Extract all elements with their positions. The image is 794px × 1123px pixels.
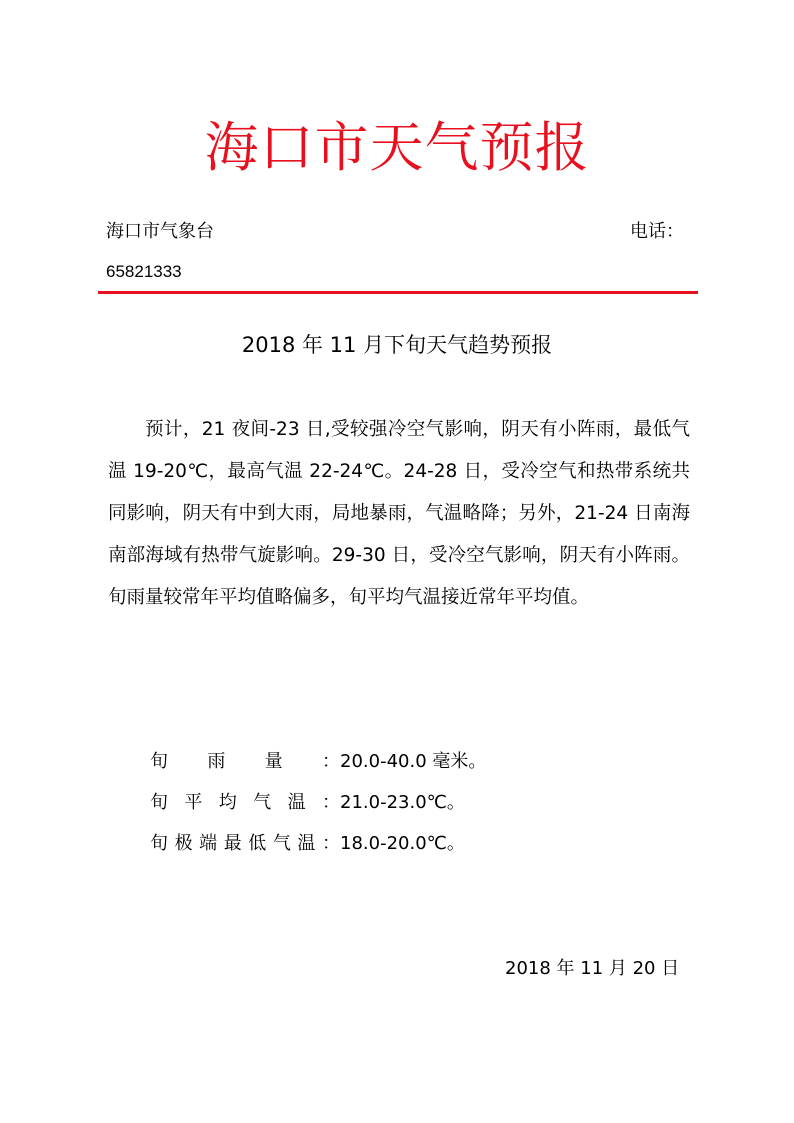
phone-number: 65821333 [106, 262, 182, 281]
summary-table [150, 744, 486, 867]
report-heading: 2018 年 11 月下旬天气趋势预报 [241, 333, 553, 357]
summary-label-char: 均 [218, 792, 237, 813]
summary-label-char: 旬 [150, 792, 168, 813]
summary-label-char: 量 [264, 751, 283, 772]
summary-label-char: 雨 [207, 751, 226, 772]
summary-label-char: 低 [248, 833, 267, 854]
summary-row-avg-temp [150, 785, 486, 821]
summary-label-char: 极 [174, 833, 193, 854]
report-body: 预计，21 夜间-23 日,受较强冷空气影响，阴天有小阵雨，最低气温 19-20℃，最高气温 22-24℃。24-28 日，受冷空气和热带系统共同影响，阴天有中到大雨，局地暴雨，气温略降；另外，21-24 日南海南部海域有热带气旋影响。29-30 日，受冷空气影响，阴天有小阵雨。旬雨量较常年平均值略偏多，旬平均气温接近常年平均值。 [108, 419, 690, 608]
summary-label-char: ： [321, 833, 340, 854]
summary-row-rainfall [150, 744, 486, 780]
summary-value-avg-temp: 21.0-23.0℃。 [340, 792, 465, 813]
issue-date: 2018 年 11 月 20 日 [505, 958, 680, 979]
summary-value-rainfall: 20.0-40.0 毫米。 [340, 751, 487, 772]
summary-label-char: 气 [253, 792, 272, 813]
summary-label-char: 端 [199, 833, 218, 854]
summary-row-min-temp [150, 826, 486, 862]
summary-label-char: 平 [184, 792, 203, 813]
agency-name: 海口市气象台 [106, 221, 214, 242]
header-divider [98, 291, 698, 294]
summary-value-min-temp: 18.0-20.0℃。 [340, 833, 465, 854]
phone-label: 电话： [630, 221, 684, 242]
summary-label-avg-temp [150, 785, 340, 821]
page-title: 海口市天气预报 [204, 116, 590, 179]
summary-label-char: 旬 [150, 833, 168, 854]
summary-label-char: 温 [287, 792, 306, 813]
summary-label-char: 最 [223, 833, 242, 854]
summary-label-min-temp [150, 826, 340, 862]
summary-label-char: 温 [297, 833, 316, 854]
summary-label-char: 气 [272, 833, 291, 854]
summary-label-char: ： [321, 792, 340, 813]
summary-label-rainfall [150, 744, 340, 780]
summary-label-char: 旬 [150, 751, 168, 772]
summary-label-char: ： [321, 751, 340, 772]
